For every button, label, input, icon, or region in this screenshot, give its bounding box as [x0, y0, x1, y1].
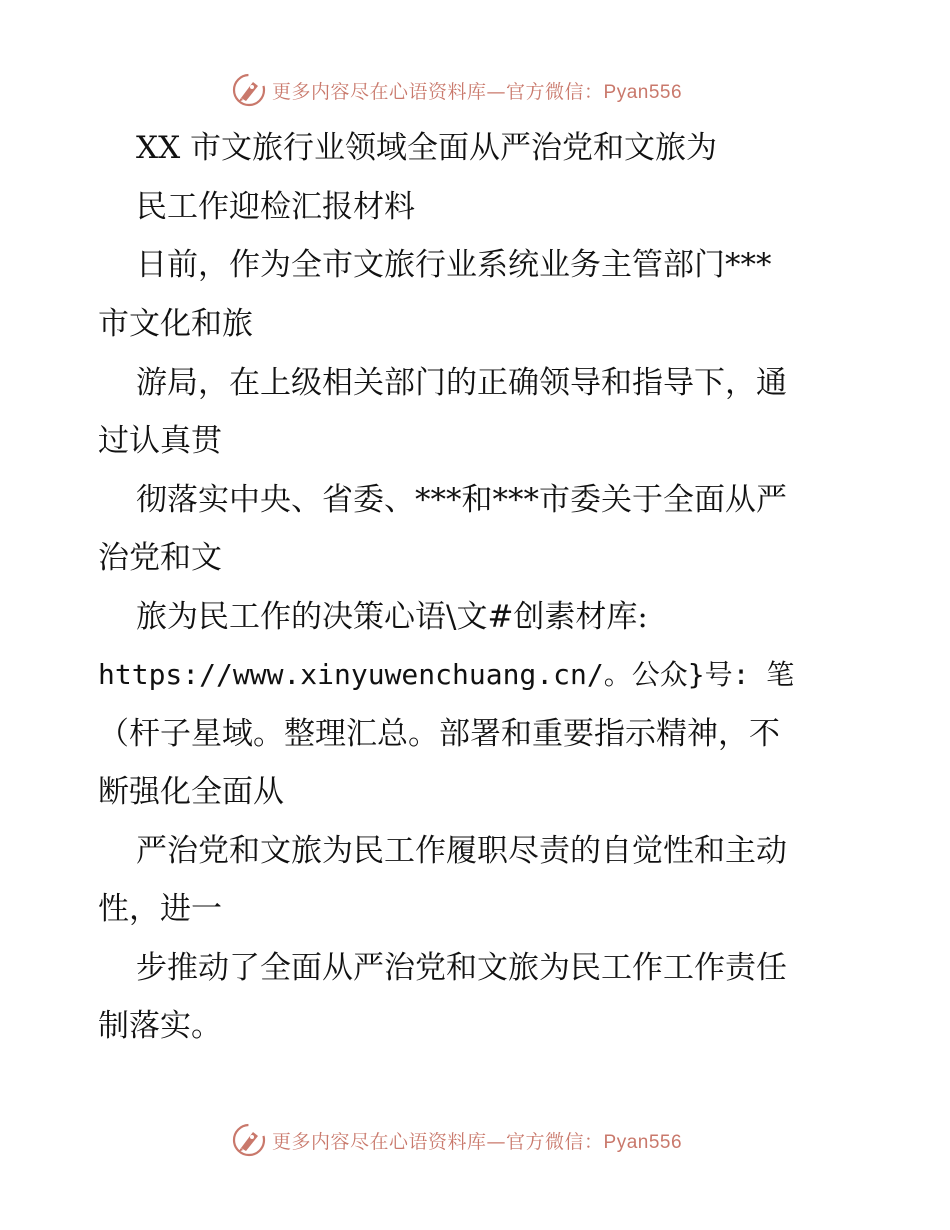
pen-nib-logo-icon — [232, 73, 266, 107]
body-line: 治党和文 — [98, 540, 222, 576]
body-line: 断强化全面从 — [98, 774, 284, 810]
body-line: 游局，在上级相关部门的正确领导和指导下，通 — [136, 365, 787, 401]
body-line: 步推动了全面从严治党和文旅为民工作工作责任 — [136, 950, 787, 986]
body-line: 制落实。 — [98, 1008, 222, 1044]
body-line: 市文化和旅 — [98, 306, 253, 342]
title-line-2: 民工作迎检汇报材料 — [136, 189, 415, 225]
body-line: 严治党和文旅为民工作履职尽责的自觉性和主动 — [136, 833, 787, 869]
watermark-text: 更多内容尽在心语资料库—官方微信：Pyan556 — [272, 1130, 683, 1153]
body-line: 旅为民工作的决策心语\文#创素材库: — [136, 599, 648, 635]
title-line-1: XX 市文旅行业领域全面从严治党和文旅为 — [136, 130, 717, 166]
body-line: 日前，作为全市文旅行业系统业务主管部门*** — [136, 247, 772, 283]
body-line: 过认真贯 — [98, 423, 222, 459]
body-line: 彻落实中央、省委、***和***市委关于全面从严 — [136, 482, 787, 518]
footer-watermark — [232, 1122, 682, 1158]
watermark-text: 更多内容尽在心语资料库—官方微信：Pyan556 — [272, 80, 683, 103]
body-line: （杆子星域。整理汇总。部署和重要指示精神，不 — [98, 716, 780, 752]
header-watermark — [232, 72, 682, 108]
pen-nib-logo-icon — [232, 1123, 266, 1157]
body-line: 性，进一 — [98, 891, 222, 927]
body-line-url: https://www.xinyuwenchuang.cn/。公众}号: 笔 — [98, 658, 795, 691]
